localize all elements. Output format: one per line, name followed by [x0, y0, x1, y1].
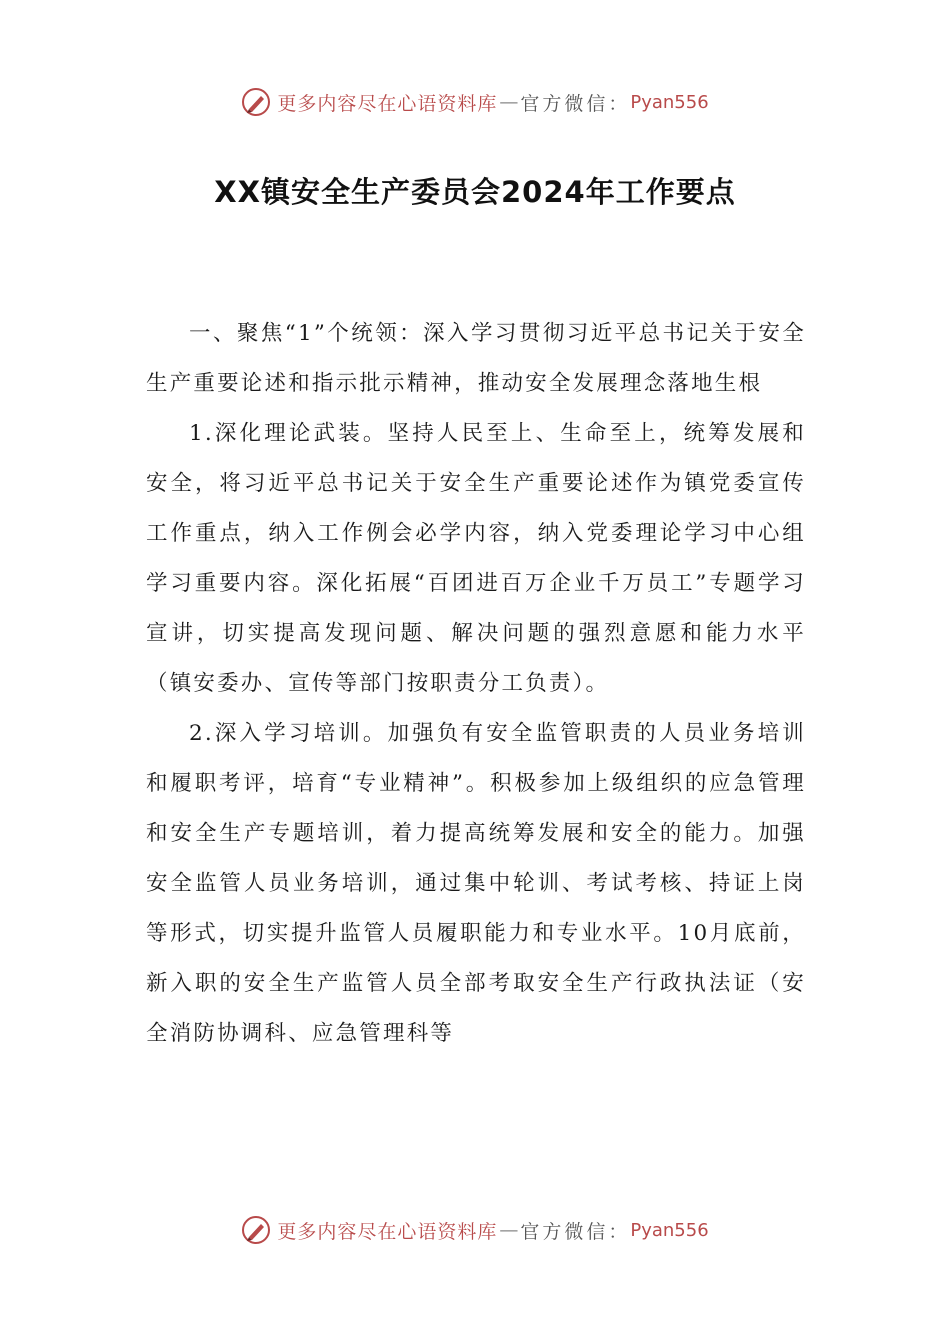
pen-logo-icon: [241, 87, 271, 117]
document-title: XX镇安全生产委员会2024年工作要点: [214, 175, 736, 209]
paragraph-item-1: 1.深化理论武装。坚持人民至上、生命至上，统筹发展和安全，将习近平总书记关于安全生产重要论述作为镇党委宣传工作重点，纳入工作例会必学内容，纳入党委理论学习中心组学习重要内容。深化拓展“百团进百万企业千万员工”专题学习宣讲，切实提高发现问题、解决问题的强烈意愿和能力水平（镇安委办、宣传等部门按职责分工负责）。: [146, 421, 806, 696]
watermark-wechat-id: Pyan556: [630, 1219, 709, 1241]
watermark-separator: —: [499, 91, 519, 113]
watermark-label: 官方微信：: [520, 1220, 631, 1243]
document-body: [146, 309, 806, 1059]
paragraph-item-2: 2.深入学习培训。加强负有安全监管职责的人员业务培训和履职考评，培育“专业精神”。积极参加上级组织的应急管理和安全生产专题培训，着力提高统筹发展和安全的能力。加强安全监管人员业务培训，通过集中轮训、考试考核、持证上岗等形式，切实提升监管人员履职能力和专业水平。10月底前，新入职的安全生产监管人员全部考取安全生产行政执法证（安全消防协调科、应急管理科等: [146, 721, 806, 1046]
watermark-header: [0, 82, 950, 122]
watermark-footer: [0, 1210, 950, 1250]
watermark-text: 更多内容尽在心语资料库: [277, 92, 498, 115]
watermark-label: 官方微信：: [520, 92, 631, 115]
watermark-text: 更多内容尽在心语资料库: [277, 1220, 498, 1243]
watermark-separator: —: [499, 1219, 519, 1241]
paragraph-section-one: 一、聚焦“1”个统领：深入学习贯彻习近平总书记关于安全生产重要论述和指示批示精神，推动安全发展理念落地生根: [146, 321, 806, 396]
pen-logo-icon: [241, 1215, 271, 1245]
watermark-wechat-id: Pyan556: [630, 91, 709, 113]
